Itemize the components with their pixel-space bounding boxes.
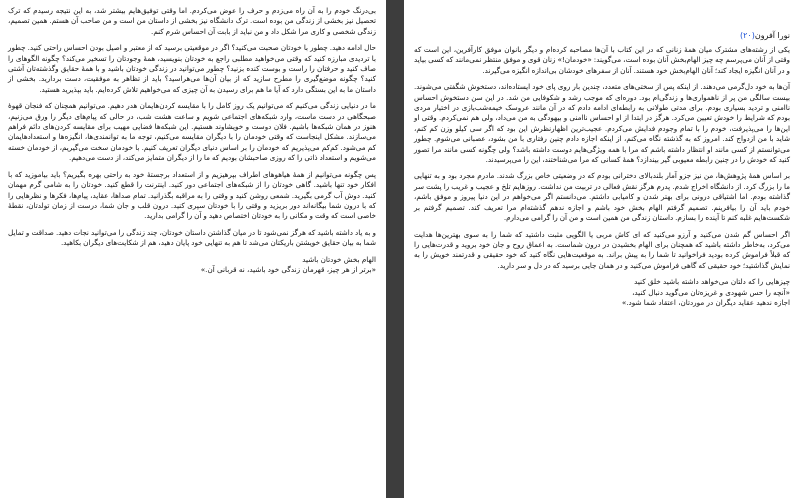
closing-quote [8,255,376,276]
quote-text: «برتر از هر چیز، قهرمان زندگی خود باشید، نه قربانی آن.» [200,264,376,274]
poem-block [414,277,790,308]
poem-line-3: اجازه ندهید عقاید دیگران در موردتان، اعتقاد شما شود.» [621,297,790,307]
left-paragraph-1: بی‌درنگ خودم را به آن راه می‌زدم و حرف را عوض می‌کردم. اما وقتی توفیق‌هایم بیشتر شد، به این نتیجه رسیدم که ترک تحصیل نیز بخشی از زندگی من بوده است. ترک دانشگاه نیز بخشی از داستان من است و من صاحب آن هستم. همین تصمیم، زندگی شخصی و کاری مرا شکل داد و من نباید از بابت آن احساس شرم کنم. [8,6,376,36]
chapter-title: نورا آفرون [754,31,790,40]
quote-title: الهام بخش خودتان باشید [302,254,376,264]
left-paragraph-5: و به یاد داشته باشید که هرگز نمی‌شود تا در میان گذاشتن داستان خودتان، چند زندگی را می‌توانید نجات دهید. صداقت و تمایل شما به بیان حقایق خویشتن باریکتان می‌شد تا هم به تنهایی خود پایان دهید، هم از شکایت‌های دیگران بکاهید. [8,227,376,248]
right-page [404,0,798,498]
chapter-heading [414,30,790,41]
left-page [0,0,386,498]
left-paragraph-4: پس چگونه می‌توانیم از همهٔ هیاهوهای اطراف بپرهیزیم و از استعداد برجستهٔ خود به راحتی بهره بگیریم؟ باید بیاموزید که با افکار خود تنها باشید. گاهی خودتان را از شبکه‌های اجتماعی دور کنید. اینترنت را قطع کنید. خودتان را به شامی گرم مهمان کنید. دوش آب گرمی بگیرید. شمعی روشن کنید و وقتی را به مراقبه بگذرانید. تمام صداها، عقاید، پیام‌ها، فکرها و نظرهایی را که با درون شما بیگانه‌اند دور بریزید و وقتی را با خودتان سپری کنید. درون قلب و جان شما، درست از زمان تولدتان، نقطهٔ خاصی است که وقت و مکانی را به خودتان اختصاص دهید و آن را گرامی بدارید. [8,169,376,221]
right-paragraph-3: بر اساس همهٔ پژوهش‌ها، من نیز جزو آمار بلندبالای دخترانی بودم که در وضعیتی خاص بزرگ شدند. مادرم مجرد بود و به تنهایی ما را بزرگ کرد. از دانشگاه اخراج شدم. پدرم هرگز نقش فعالی در تربیت من نداشت. روزهایم تلخ و عجیب و غریب را پشت سر گذاشته بودم. اما اشتیاقی درونی برای بهتر شدن و کامیابی داشتم. می‌دانستم اگر می‌خواهم در این دنیا پیروز و موفق باشم، خودم باید آن را بیافرینم. تصمیم گرفتم الهام بخش خود باشم و اجازه ندهم گذشته‌ام مرا تعریف کند. تصمیم گرفتم بر شکست‌هایم غلبه کنم تا آینده را بسازم. داستان زندگی من همین است و من آن را گرامی می‌دارم. [414,171,790,223]
right-paragraph-1: یکی از رشته‌های مشترک میان همهٔ زنانی که در این کتاب با آن‌ها مصاحبه کرده‌ام و دیگر بانوان موفق کارآفرین، این است که وقتی از آنان می‌پرسم چه چیز الهام‌بخش آنان بوده است، می‌گویند: «خودمان!» زنان قوی و موفق منتظر نمی‌مانند که کسی بیاید و در آنان انگیزه ایجاد کند؛ آنان الهام‌بخش خود هستند. آنان از سفرهای خودشان بی‌اندازه انگیزه می‌گیرند. [414,45,790,75]
poem-line-1: چیزهایی را که دلتان می‌خواهد داشته باشید خلق کنید [634,277,790,287]
chapter-number: (۲۰) [739,31,755,40]
left-paragraph-3: ما در دنیایی زندگی می‌کنیم که می‌توانیم یک روز کامل را با مقایسه کردن‌هایمان هدر دهیم. می‌توانیم همچنان که فنجان قهوهٔ صبحگاهی در دست ماست، وارد شبکه‌های اجتماعی شویم و ساعت هشت شب، در حالی که پیام‌های دیگر را ورق می‌زنیم، هنوز در همان شبکه‌ها باشیم. فلان دوست و خویشاوند هستیم. این شبکه‌ها فضایی مهیب برای مقایسه کردن‌های دائم فراهم می‌سازند. مشکل اینجاست که وقتی خودمان را با دیگران مقایسه می‌کنیم، توجه ما به توانمندی‌ها، انگیزه‌ها و استعدادهایمان کم می‌شود. کم‌کم می‌پذیریم که خودمان را بر اساس دنیای دیگران تعریف کنیم. با خودمان سخت می‌گیریم، از خودمان خسته می‌شویم و استعداد ذاتی را که روزی صاحبشان بودیم که ما را از دیگران متمایز می‌کند، از دست می‌دهیم. [8,101,376,163]
right-paragraph-4: اگر احساس گم شدن می‌کنید و آرزو می‌کنید که ای کاش مربی یا الگویی مثبت داشتید که شما را به سوی بهترین‌ها هدایت می‌کرد، به‌خاطر داشته باشید که همچنان برای الهام بخشیدن در درون شماست. به اعماق روح و جان خود بروید و قدرت‌هایی را که قبلاً فراموش کرده بودید فراخوانید تا شما را به پیش براند. به موقعیت‌هایی نگاه کنید که خود حقیقی و قدرتمند خویش را به نمایش گذاشتید؛ خود حقیقی که گاهی فراموش می‌کنید و در همان جایی برسید که در دل و سر دارید. [414,229,790,270]
right-paragraph-2: آن‌ها به خود دل‌گرمی می‌دهند. از اینکه پس از سختی‌های متعدد، چندین بار روی پای خود ایستاده‌اند، دستخوش شگفتی می‌شوند. بیست سالگی من پر از ناهمواری‌ها و زندگی‌ام بود. دوره‌ای که موجب رشد و شکوفایی من شد. در این سن دستخوش احساس ناامنی و تردید بسیاری بودم. برای مدتی طولانی به رابطه‌ای ادامه دادم که در آن مانند عروسک خیمه‌شب‌بازی در اختیار مردی بودم که شرایط را خودش تعیین می‌کرد. هرگز در ابتدا از او احساس ناامنی و بیهودگی به من می‌داد، ولی هم نمی‌کردم. وقتی او این‌ها را می‌پذیرفت، خودم را با تمام وجودم فدایش می‌کردم. عجیب‌ترین اظهارنظرش این بود که اگر سی کیلو وزن کم کنم، شاید با من ازدواج کند. امروز که به گذشته نگاه می‌کنم، از اینکه اجازه دادم چنین رفتاری با من بشود، عصبانی می‌شوم. چطور می‌توانستم از کسی مانند او انتظار داشته باشم که مرا با همه ویژگی‌هایم دوست داشته باشد؟ ولی چگونه کسی مانند مرا تصور کنید که خودش را در چنین رابطه معیوبی گیر بیندازد؟ همهٔ کسانی که مرا می‌شناختند، این را می‌پرسیدند. [414,82,790,165]
poem-line-2: «آنچه را حس شهودی و غریزه‌تان می‌گوید دنبال کنید، [632,287,790,297]
left-paragraph-2: حال ادامه دهید. چطور با خودتان صحبت می‌کنید؟ اگر در موقعیتی برسید که از معتبر و اصیل بودن احساس راحتی کنید. چطور با تردیدی مبارزه کنید که وقتی می‌خواهید مطلبی راجع به خودتان بنویسید، همهٔ وجودتان را تسخیر می‌کند؟ چگونه الگوهای را صاف کنید و حرفتان را راست و بوست کنده بزنید؟ چطور می‌توانید در زندگی خودتان باشید و با همهٔ حقایق وگذشته‌تان آشتی کنید؟ چگونه موضع‌گیری را مطرح سازید که از بیان آن‌ها می‌هراسید؟ باید از تظاهر به موفقیت، دست بردارید. بخشی از داستان ما به این بستگی دارد که آیا ما هم برای رسیدن به آن چیزی که می‌خواهیم تلاش کرده‌ایم. باید بپذیرید هستید. [8,43,376,94]
